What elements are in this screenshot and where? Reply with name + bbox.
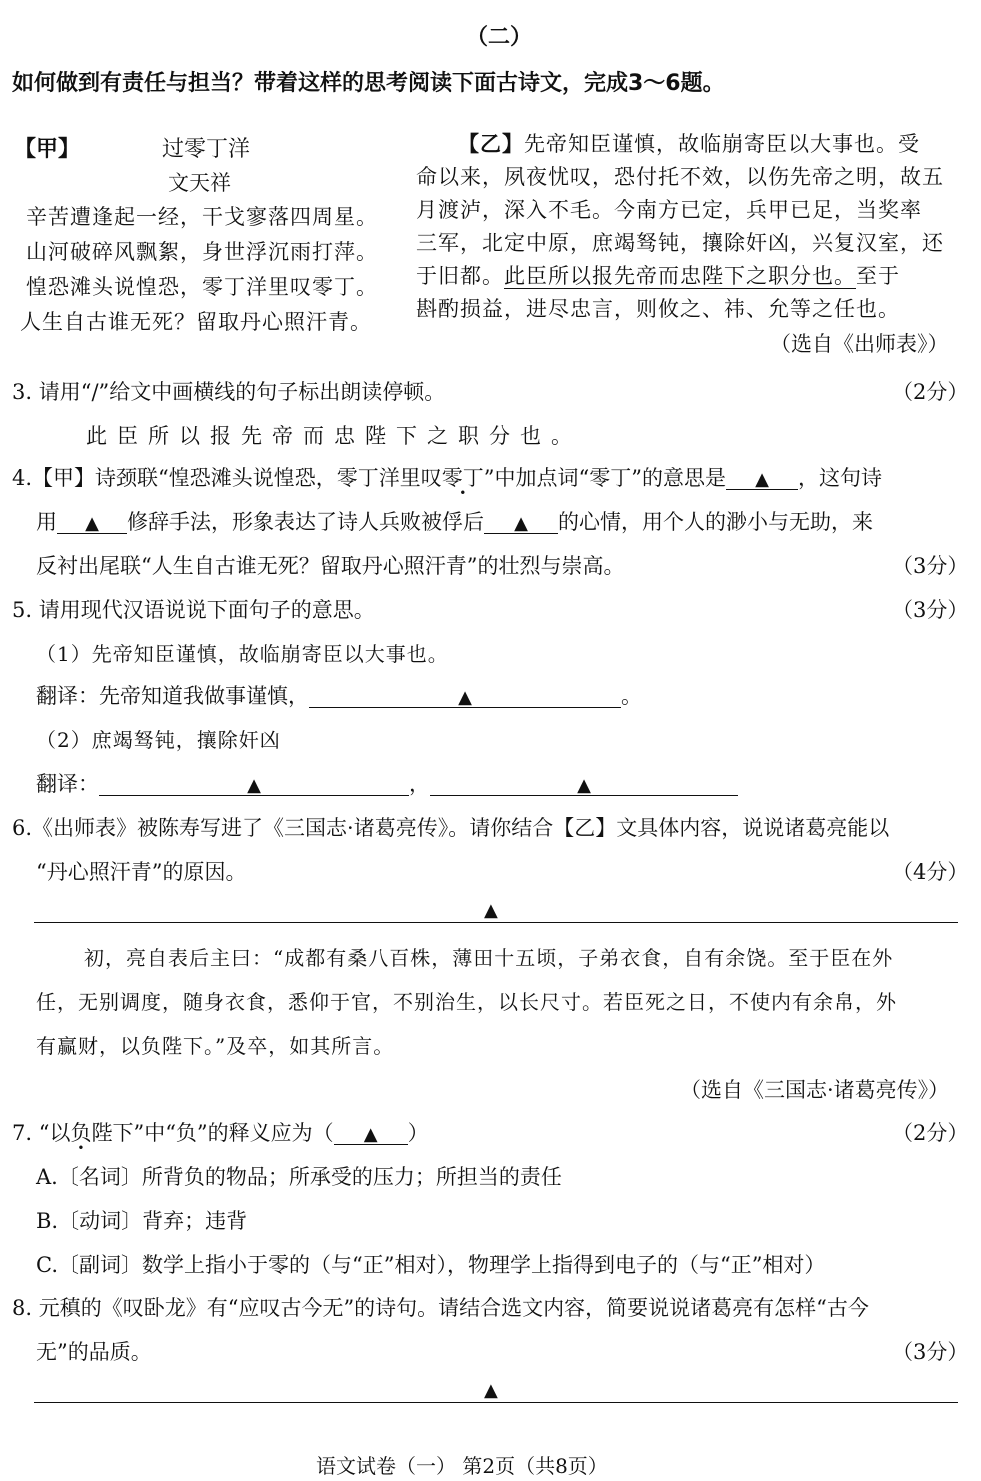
dotted-word: 零丁 [441,466,484,490]
q5-score: （3分） [892,598,969,622]
q7-option-a[interactable]: A.〔名词〕所背负的物品；所承受的压力；所担当的责任 [36,1165,562,1189]
passage-c-line: 初，亮自表后主曰：“成都有桑八百株，薄田十五顷，子弟衣食，自有余饶。至于臣在外 [84,946,894,970]
poem-author: 文天祥 [168,171,231,195]
poem-line: 惶恐滩头说惶恐，零丁洋里叹零丁。 [26,275,378,299]
q3-sentence: 此臣所以报先帝而忠陛下之职分也。 [86,424,582,448]
poem-label: 【甲】 [14,137,81,162]
q5-text: 5. 请用现代汉语说说下面句子的意思。 [12,598,375,622]
section-title: （二） [466,25,533,50]
q4-score: （3分） [892,554,969,578]
q6-score: （4分） [892,860,969,884]
prose-b-source: （选自《出师表》） [770,332,949,356]
underlined-sentence: 此臣所以报先帝而忠陛下之职分也。 [504,264,856,288]
answer-blank[interactable] [309,686,621,708]
q7-option-c[interactable]: C.〔副词〕数学上指小于零的（与“正”相对），物理学上指得到电子的（与“正”相对） [36,1253,826,1277]
q4-line1: 4.【甲】诗颈联“惶恐滩头说惶恐，零丁洋里叹零丁”中加点词“零丁”的意思是 ▲ ，这句诗 [12,466,882,490]
poem-line: 山河破碎风飘絮，身世浮沉雨打萍。 [26,240,378,264]
answer-blank[interactable] [99,774,409,796]
prose-b-line: 斟酌损益，进尽忠言，则攸之、祎、允等之任也。 [416,297,900,321]
dotted-word: 负 [70,1121,92,1145]
triangle-icon: ▲ [247,775,261,796]
prose-b-label: 【乙】 [458,132,524,156]
answer-line[interactable] [34,1402,958,1403]
q5-item1: （1）先帝知臣谨慎，故临崩寄臣以大事也。 [36,642,449,666]
q5-trans1: 翻译：先帝知道我做事谨慎， ▲ 。 [36,684,642,708]
q8-line2: 无”的品质。 [36,1340,152,1364]
triangle-icon: ▲ [484,1380,498,1401]
answer-line[interactable] [34,922,958,923]
prose-b-line5: 于旧都。此臣所以报先帝而忠陛下之职分也。至于 [416,264,900,288]
triangle-icon: ▲ [363,1124,378,1145]
q3-score: （2分） [892,380,969,404]
triangle-icon: ▲ [458,687,472,708]
triangle-icon: ▲ [577,775,591,796]
intro-text: 如何做到有责任与担当？带着这样的思考阅读下面古诗文，完成3～6题。 [12,71,725,96]
q8-line1: 8. 元稹的《叹卧龙》有“应叹古今无”的诗句。请结合选文内容，简要说说诸葛亮有怎样“古今 [12,1296,869,1320]
triangle-icon: ▲ [514,513,528,534]
q5-trans2: 翻译： ▲ ， ▲ [36,768,738,798]
page-footer: 语文试卷（一） 第2页（共8页） [316,1454,608,1478]
q3-text: 3. 请用“/”给文中画横线的句子标出朗读停顿。 [12,380,446,404]
passage-c-line: 任，无别调度，随身衣食，悉仰于官，不别治生，以长尺寸。若臣死之日，不使内有余帛，外 [36,990,897,1014]
triangle-icon: ▲ [484,900,498,921]
q6-line1: 6.《出师表》被陈寿写进了《三国志·诸葛亮传》。请你结合【乙】文具体内容，说说诸葛亮能以 [12,816,890,840]
prose-b-line: 月渡泸，深入不毛。今南方已定，兵甲已足，当奖率 [416,198,922,222]
q7-option-b[interactable]: B.〔动词〕背弃；违背 [36,1209,248,1233]
q5-item2: （2）庶竭驽钝，攘除奸凶 [36,728,281,752]
passage-c-source: （选自《三国志·诸葛亮传》） [680,1078,950,1102]
triangle-icon: ▲ [755,469,769,490]
answer-blank[interactable] [726,468,798,490]
q6-line2: “丹心照汗青”的原因。 [36,860,247,884]
q8-score: （3分） [892,1340,969,1364]
q4-line2: 用 ▲ 修辞手法，形象表达了诗人兵败被俘后 ▲ 的心情，用个人的渺小与无助，来 [36,510,873,534]
passage-c-line: 有赢财，以负陛下。”及卒，如其所言。 [36,1034,395,1058]
q4-line3: 反衬出尾联“人生自古谁无死？留取丹心照汗青”的壮烈与崇高。 [36,554,625,578]
q7-score: （2分） [892,1121,969,1145]
answer-blank[interactable] [334,1123,408,1145]
answer-blank[interactable] [57,512,127,534]
q7-text: 7. “以负陛下”中“负”的释义应为（ ▲ ） [12,1121,429,1145]
prose-b-line: 命以来，夙夜忧叹，恐付托不效，以伤先帝之明，故五 [416,165,944,189]
prose-b-line1: 【乙】先帝知臣谨慎，故临崩寄臣以大事也。受 [458,132,920,156]
poem-line: 人生自古谁无死？留取丹心照汗青。 [20,310,372,334]
triangle-icon: ▲ [85,513,99,534]
prose-b-line: 三军，北定中原，庶竭驽钝，攘除奸凶，兴复汉室，还 [416,231,944,255]
poem-line: 辛苦遭逢起一经，干戈寥落四周星。 [26,205,378,229]
answer-blank[interactable] [430,774,738,796]
answer-blank[interactable] [484,512,558,534]
poem-title: 过零丁洋 [162,137,251,162]
